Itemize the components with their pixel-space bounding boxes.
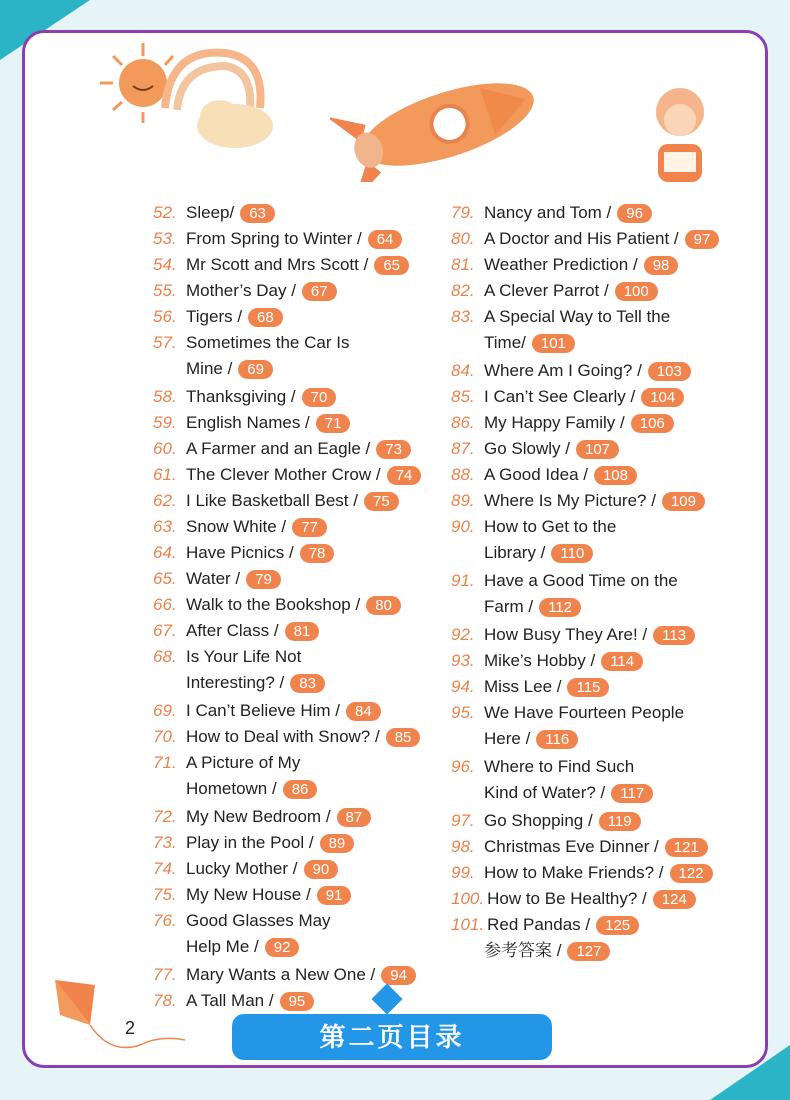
toc-entry[interactable] [153, 908, 443, 962]
page-badge: 108 [594, 466, 637, 485]
page-number: 2 [125, 1018, 136, 1038]
entry-number: 99. [451, 863, 475, 882]
entry-text [186, 488, 443, 514]
toc-entry[interactable] [153, 514, 443, 540]
page-badge: 94 [381, 966, 416, 985]
entry-number: 54. [153, 255, 177, 274]
entry-number: 84. [451, 361, 475, 380]
entry-title: Thanksgiving / [186, 387, 296, 406]
entry-text [186, 804, 443, 830]
toc-column-right [451, 200, 751, 964]
entry-number: 85. [451, 387, 475, 406]
entry-text [484, 754, 751, 806]
entry-title-continued: Mine / [186, 359, 233, 378]
entry-text [484, 834, 751, 860]
page-badge: 84 [346, 702, 381, 721]
entry-title: A Doctor and His Patient / [484, 229, 679, 248]
entry-title: Mother’s Day / [186, 281, 296, 300]
toc-entry[interactable] [451, 278, 751, 304]
entry-number: 55. [153, 281, 177, 300]
page-badge: 107 [576, 440, 619, 459]
toc-entry[interactable] [451, 938, 751, 964]
entry-text [186, 384, 443, 410]
toc-entry[interactable] [451, 436, 751, 462]
entry-text [186, 410, 443, 436]
toc-entry[interactable] [153, 962, 443, 988]
rocket-icon [330, 72, 550, 182]
entry-text [484, 700, 751, 752]
entry-title: How Busy They Are! / [484, 625, 648, 644]
toc-entry[interactable] [451, 200, 751, 226]
page-badge: 81 [285, 622, 320, 641]
entry-number: 78. [153, 991, 177, 1010]
entry-number: 95. [451, 703, 475, 722]
entry-text [484, 488, 751, 514]
entry-title: Play in the Pool / [186, 833, 314, 852]
entry-text [484, 648, 751, 674]
entry-title: Sometimes the Car Is [186, 333, 350, 352]
entry-text [186, 566, 443, 592]
entry-number: 56. [153, 307, 177, 326]
entry-title: Walk to the Bookshop / [186, 595, 361, 614]
entry-text [186, 750, 443, 802]
toc-entry[interactable] [153, 252, 443, 278]
entry-number: 61. [153, 465, 177, 484]
entry-text [484, 436, 751, 462]
entry-number: 59. [153, 413, 177, 432]
entry-title: Red Pandas / [487, 915, 591, 934]
page-badge: 64 [368, 230, 403, 249]
entry-title: Mr Scott and Mrs Scott / [186, 255, 369, 274]
page-badge: 80 [366, 596, 401, 615]
entry-title: A Clever Parrot / [484, 281, 609, 300]
entry-title: A Good Idea / [484, 465, 588, 484]
page-badge: 70 [302, 388, 337, 407]
entry-text [186, 462, 443, 488]
toc-entry[interactable] [451, 648, 751, 674]
entry-title: How to Be Healthy? / [487, 889, 647, 908]
entry-title: Lucky Mother / [186, 859, 298, 878]
page-badge: 83 [290, 674, 325, 693]
page-badge: 117 [611, 784, 653, 803]
toc-entry[interactable] [451, 754, 751, 808]
sun-rainbow-icon [95, 38, 275, 158]
entry-text [186, 278, 443, 304]
entry-text [484, 808, 751, 834]
entry-title: After Class / [186, 621, 279, 640]
entry-title: We Have Fourteen People [484, 703, 685, 722]
page-badge: 97 [685, 230, 720, 249]
entry-text [186, 200, 443, 226]
entry-text [484, 410, 751, 436]
entry-title: Where to Find Such [484, 757, 635, 776]
toc-entry[interactable] [153, 226, 443, 252]
entry-title-continued: Here / [484, 729, 531, 748]
page-badge: 79 [246, 570, 281, 589]
entry-text [186, 988, 443, 1014]
toc-entry[interactable] [153, 724, 443, 750]
entry-text [484, 462, 751, 488]
toc-entry[interactable] [153, 462, 443, 488]
entry-text [484, 514, 751, 566]
entry-number: 80. [451, 229, 475, 248]
entry-text [484, 568, 751, 620]
entry-title: My New Bedroom / [186, 807, 331, 826]
page-badge: 74 [387, 466, 422, 485]
toc-entry[interactable] [153, 804, 443, 830]
entry-number: 92. [451, 625, 475, 644]
entry-text [186, 698, 443, 724]
entry-title: Go Slowly / [484, 439, 570, 458]
entry-number: 72. [153, 807, 177, 826]
entry-number: 88. [451, 465, 475, 484]
entry-number: 66. [153, 595, 177, 614]
page-badge: 77 [292, 518, 327, 537]
entry-number: 57. [153, 333, 177, 352]
entry-number: 94. [451, 677, 475, 696]
page-badge: 109 [662, 492, 705, 511]
entry-number: 96. [451, 757, 475, 776]
entry-number: 52. [153, 203, 177, 222]
toc-entry[interactable] [153, 410, 443, 436]
entry-number: 97. [451, 811, 475, 830]
entry-text [484, 358, 751, 384]
entry-number: 91. [451, 571, 475, 590]
entry-text [186, 908, 443, 960]
entry-number: 86. [451, 413, 475, 432]
page-badge: 69 [238, 360, 273, 379]
entry-title-continued: Kind of Water? / [484, 783, 606, 802]
page-badge: 65 [374, 256, 409, 275]
page-badge: 103 [648, 362, 691, 381]
entry-title: Go Shopping / [484, 811, 593, 830]
entry-title-continued: Time/ [484, 333, 526, 352]
page-badge: 78 [300, 544, 335, 563]
entry-text [186, 962, 443, 988]
entry-title-continued: Hometown / [186, 779, 277, 798]
page-badge: 90 [304, 860, 339, 879]
entry-text [186, 724, 443, 750]
toc-entry[interactable] [451, 860, 751, 886]
entry-number: 98. [451, 837, 475, 856]
entry-number: 63. [153, 517, 177, 536]
entry-title: Mike’s Hobby / [484, 651, 596, 670]
toc-entry[interactable] [153, 856, 443, 882]
page-badge: 68 [248, 308, 283, 327]
page-badge: 95 [280, 992, 315, 1011]
entry-number: 64. [153, 543, 177, 562]
entry-text [487, 886, 751, 912]
entry-number: 79. [451, 203, 475, 222]
toc-entry[interactable] [153, 488, 443, 514]
toc-entry[interactable] [153, 592, 443, 618]
entry-title: A Special Way to Tell the [484, 307, 671, 326]
page-badge: 86 [283, 780, 318, 799]
page-badge: 96 [617, 204, 652, 223]
page-badge: 71 [316, 414, 351, 433]
entry-number: 87. [451, 439, 475, 458]
toc-entry[interactable] [153, 750, 443, 804]
entry-title: Is Your Life Not [186, 647, 302, 666]
entry-number: 76. [153, 911, 177, 930]
page-badge: 91 [317, 886, 352, 905]
entry-number: 100. [451, 889, 485, 908]
entry-title: Nancy and Tom / [484, 203, 612, 222]
page-badge: 104 [641, 388, 684, 407]
entry-text [186, 830, 443, 856]
toc-entry[interactable] [451, 410, 751, 436]
page-badge: 110 [551, 544, 593, 563]
toc-entry[interactable] [153, 384, 443, 410]
page-badge: 100 [615, 282, 658, 301]
entry-number: 83. [451, 307, 475, 326]
page-badge: 115 [567, 678, 609, 697]
toc-entry[interactable] [153, 618, 443, 644]
toc-column-left [153, 200, 443, 1014]
entry-text [487, 912, 751, 938]
entry-number: 68. [153, 647, 177, 666]
page-badge: 106 [631, 414, 674, 433]
entry-text [186, 226, 443, 252]
entry-title: Where Is My Picture? / [484, 491, 656, 510]
page-badge: 116 [536, 730, 578, 749]
entry-text [186, 592, 443, 618]
toc-entry[interactable] [451, 358, 751, 384]
toc-entry[interactable] [451, 488, 751, 514]
entry-title: A Picture of My [186, 753, 301, 772]
entry-number: 60. [153, 439, 177, 458]
entry-text [484, 622, 751, 648]
toc-entry[interactable] [451, 304, 751, 358]
entry-text [186, 540, 443, 566]
entry-number: 67. [153, 621, 177, 640]
toc-entry[interactable] [451, 226, 751, 252]
toc-entry[interactable] [451, 834, 751, 860]
entry-title-continued: Help Me / [186, 937, 259, 956]
entry-text [484, 674, 751, 700]
entry-number: 74. [153, 859, 177, 878]
entry-title: Tigers / [186, 307, 243, 326]
entry-title: A Farmer and an Eagle / [186, 439, 371, 458]
footer-title-button[interactable]: 第二页目录 [232, 1014, 552, 1060]
entry-text [484, 252, 751, 278]
entry-title: 参考答案 / [484, 941, 562, 960]
toc-entry[interactable] [451, 808, 751, 834]
entry-title: Have Picnics / [186, 543, 294, 562]
page-badge: 119 [599, 812, 641, 831]
entry-title: How to Deal with Snow? / [186, 727, 380, 746]
entry-title: I Like Basketball Best / [186, 491, 358, 510]
page-badge: 113 [653, 626, 695, 645]
entry-number: 71. [153, 753, 177, 772]
entry-title: Where Am I Going? / [484, 361, 642, 380]
page-badge: 89 [320, 834, 355, 853]
entry-text [186, 618, 443, 644]
page-badge: 125 [596, 916, 639, 935]
toc-entry[interactable] [153, 330, 443, 384]
toc-entry[interactable] [153, 200, 443, 226]
entry-text [186, 304, 443, 330]
toc-entry[interactable] [451, 514, 751, 568]
entry-title: How to Get to the [484, 517, 617, 536]
page-badge: 98 [644, 256, 679, 275]
toc-entry[interactable] [451, 886, 751, 912]
entry-number: 81. [451, 255, 475, 274]
entry-text [484, 304, 751, 356]
entry-text [484, 860, 751, 886]
entry-number: 53. [153, 229, 177, 248]
toc-entry[interactable] [153, 436, 443, 462]
toc-entry[interactable] [451, 252, 751, 278]
entry-title: Have a Good Time on the [484, 571, 678, 590]
entry-text [186, 856, 443, 882]
entry-number: 58. [153, 387, 177, 406]
page-badge: 121 [665, 838, 708, 857]
entry-number: 77. [153, 965, 177, 984]
entry-title: Mary Wants a New One / [186, 965, 376, 984]
toc-entry[interactable] [153, 540, 443, 566]
entry-text [484, 200, 751, 226]
toc-entry[interactable] [153, 830, 443, 856]
entry-text [484, 226, 751, 252]
entry-title: Good Glasses May [186, 911, 331, 930]
page-badge: 124 [653, 890, 696, 909]
page-badge: 73 [376, 440, 411, 459]
entry-number: 70. [153, 727, 177, 746]
toc-entry[interactable] [153, 566, 443, 592]
entry-title-continued: Farm / [484, 597, 534, 616]
toc-entry[interactable] [153, 644, 443, 698]
toc-entry[interactable] [451, 700, 751, 754]
entry-text [484, 278, 751, 304]
entry-number: 101. [451, 915, 485, 934]
entry-number: 73. [153, 833, 177, 852]
entry-title: Miss Lee / [484, 677, 562, 696]
page-badge: 122 [670, 864, 713, 883]
toc-entry[interactable] [451, 912, 751, 938]
entry-number: 69. [153, 701, 177, 720]
entry-number: 89. [451, 491, 475, 510]
toc-entry[interactable] [153, 698, 443, 724]
child-reading-icon [640, 82, 720, 192]
entry-number: 65. [153, 569, 177, 588]
entry-text [484, 938, 751, 964]
toc-entry[interactable] [153, 278, 443, 304]
page-badge: 85 [386, 728, 421, 747]
entry-title: Water / [186, 569, 241, 588]
entry-title: My Happy Family / [484, 413, 625, 432]
entry-title: English Names / [186, 413, 310, 432]
toc-entry[interactable] [451, 674, 751, 700]
toc-entry[interactable] [451, 462, 751, 488]
entry-text [186, 644, 443, 696]
entry-text [484, 384, 751, 410]
page-badge: 75 [364, 492, 399, 511]
toc-entry[interactable] [153, 304, 443, 330]
entry-title-continued: Library / [484, 543, 546, 562]
entry-text [186, 514, 443, 540]
toc-entry[interactable] [153, 882, 443, 908]
page-badge: 127 [567, 942, 610, 961]
page-badge: 114 [601, 652, 643, 671]
page-badge: 87 [337, 808, 372, 827]
entry-title: How to Make Friends? / [484, 863, 664, 882]
entry-title: Christmas Eve Dinner / [484, 837, 659, 856]
toc-entry[interactable] [451, 622, 751, 648]
entry-number: 90. [451, 517, 475, 536]
page-badge: 92 [265, 938, 300, 957]
entry-title: My New House / [186, 885, 311, 904]
entry-title-continued: Interesting? / [186, 673, 285, 692]
entry-number: 82. [451, 281, 475, 300]
entry-text [186, 882, 443, 908]
entry-number: 75. [153, 885, 177, 904]
entry-title: Snow White / [186, 517, 287, 536]
entry-number: 62. [153, 491, 177, 510]
entry-title: Sleep/ [186, 203, 235, 222]
entry-title: Weather Prediction / [484, 255, 638, 274]
toc-entry[interactable] [451, 568, 751, 622]
entry-text [186, 436, 443, 462]
entry-text [186, 252, 443, 278]
entry-number: 93. [451, 651, 475, 670]
page-badge: 63 [240, 204, 275, 223]
page-badge: 67 [302, 282, 337, 301]
entry-title: From Spring to Winter / [186, 229, 362, 248]
page-badge: 112 [539, 598, 581, 617]
page-badge: 101 [532, 334, 575, 353]
entry-title: I Can’t See Clearly / [484, 387, 636, 406]
entry-title: A Tall Man / [186, 991, 274, 1010]
toc-entry[interactable] [451, 384, 751, 410]
entry-title: I Can’t Believe Him / [186, 701, 340, 720]
entry-text [186, 330, 443, 382]
entry-title: The Clever Mother Crow / [186, 465, 381, 484]
